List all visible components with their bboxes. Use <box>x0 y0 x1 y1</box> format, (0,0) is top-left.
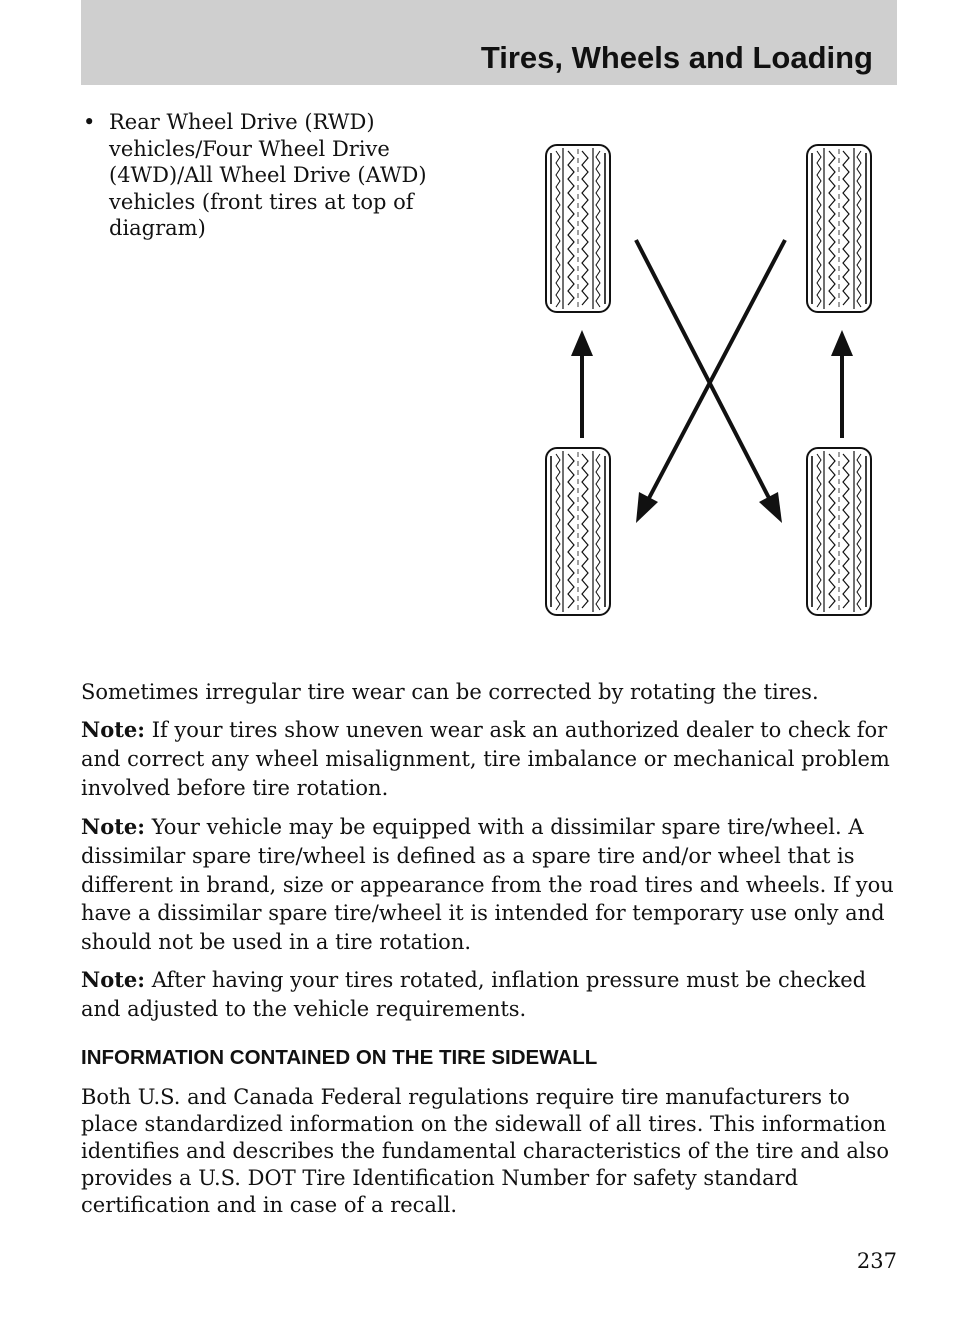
page-title: Tires, Wheels and Loading <box>480 40 873 75</box>
rear-right-tire <box>807 448 871 615</box>
note-uneven-wear <box>81 716 899 802</box>
note-label: Note: <box>81 967 146 992</box>
note-text: Your vehicle may be equipped with a dissimilar spare tire/wheel. A dissimilar spare tire/wheel is defined as a spare tire and/or wheel that is different in brand, size or appearance from the road tires and wheels. If you have a dissimilar spare tire/wheel it is intended for temporary use only and should not be used in a tire rotation. <box>81 815 894 955</box>
arrow-front-left-to-rear-right <box>636 240 770 500</box>
arrowhead-rear-right <box>759 492 782 523</box>
note-label: Note: <box>81 814 146 839</box>
note-dissimilar-spare <box>81 813 899 957</box>
rear-left-tire <box>546 448 610 615</box>
tire-rotation-diagram <box>535 140 880 625</box>
bullet-marker: • <box>83 110 96 134</box>
header-band <box>81 0 897 85</box>
paragraph-rotation <box>81 678 899 707</box>
page-number: 237 <box>856 1249 897 1273</box>
section-body-text: Both U.S. and Canada Federal regulations require tire manufacturers to place standardized information on the sidewall of all tires. This information identifies and describes the fundamental characteristics of the tire and also provides a U.S. DOT Tire Identification Number for safety standard certification and in case of a recall. <box>81 1085 890 1217</box>
arrowhead-rear-left <box>636 492 658 523</box>
paragraph-text: Sometimes irregular tire wear can be corrected by rotating the tires. <box>81 680 819 704</box>
front-left-tire <box>546 145 610 312</box>
arrowhead-front-left <box>571 330 593 356</box>
section-heading: INFORMATION CONTAINED ON THE TIRE SIDEWALL <box>81 1046 598 1069</box>
front-right-tire <box>807 145 871 312</box>
section-body <box>81 1084 899 1219</box>
bullet-item <box>81 109 471 242</box>
bullet-text: Rear Wheel Drive (RWD) vehicles/Four Wheel Drive (4WD)/All Wheel Drive (AWD) vehicles (front tires at top of diagram) <box>109 110 427 240</box>
note-inflation <box>81 966 899 1024</box>
note-text: After having your tires rotated, inflation pressure must be checked and adjusted to the vehicle requirements. <box>81 968 867 1021</box>
arrowhead-front-right <box>831 330 853 356</box>
note-text: If your tires show uneven wear ask an authorized dealer to check for and correct any wheel misalignment, tire imbalance or mechanical problem involved before tire rotation. <box>81 718 890 800</box>
arrow-front-right-to-rear-left <box>648 240 785 500</box>
note-label: Note: <box>81 717 146 742</box>
